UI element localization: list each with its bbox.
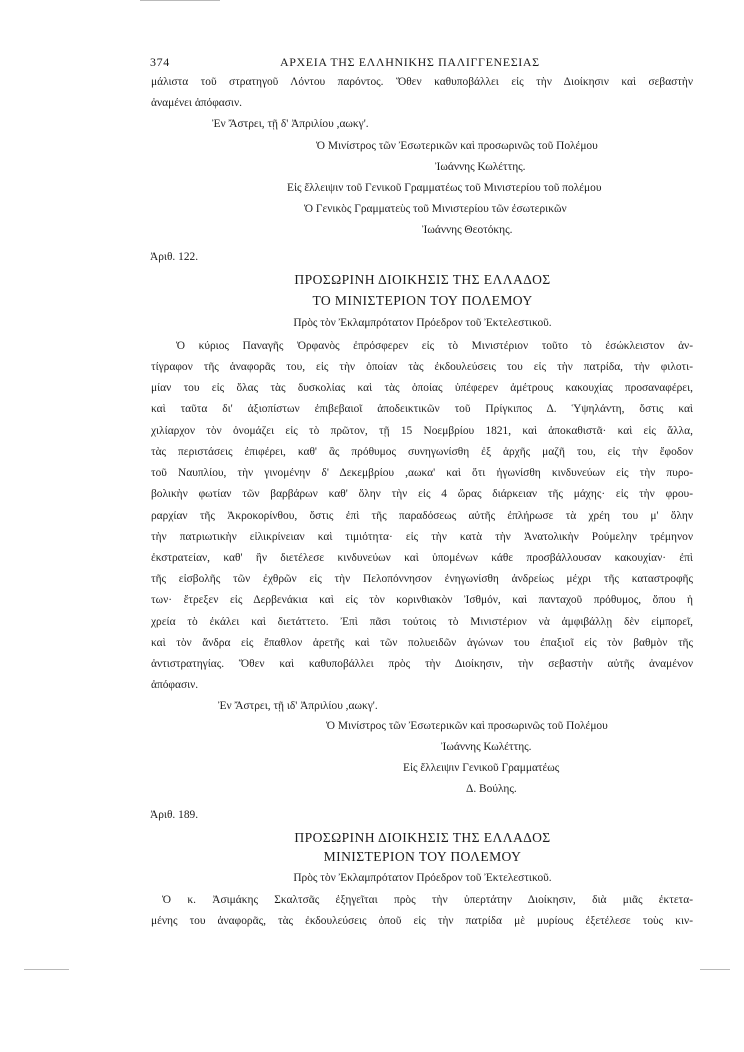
paragraph-line: τῆς εἰσβολῆς τῶν ἐχθρῶν εἰς τὴν Πελοπόννησον ἐνηγωνίσθη ἀνδρείως μέχρι τῆς καταστροφῆς [151,573,693,585]
signature-line: Δ. Βούλης. [466,783,517,795]
document-subheading: ΤΟ ΜΙΝΙΣΤΕΡΙΟΝ ΤΟΥ ΠΟΛΕΜΟΥ [312,293,533,308]
scan-mark [24,969,69,970]
paragraph-line: ἀναμένει ἀπόφασιν. [151,97,242,109]
paragraph-line: χιλίαρχον τὸν ὀνομάζει εἰς τὸ πρῶτον, τῇ 15 Νοεμβρίου 1821, καὶ ἀποκαθιστᾶ· καὶ εἰς ἄλλα, [151,425,693,437]
scan-mark [140,0,220,1]
paragraph-line: Ὁ κύριος Παναγῆς Ὀρφανὸς ἐπρόσφερεν εἰς τὸ Μινιστέριον τοῦτο τὸ ἐσώκλειστον ἀν- [176,340,693,352]
paragraph-line: μένης του ἀναφορᾶς, τὰς ἐκδουλεύσεις ὁποῦ εἰς τὴν πατρίδα μὲ μυρίους ἐξετέλεσε τοὺς κιν- [151,915,693,927]
paragraph-line: τὰς περιστάσεις ἐπιφέρει, καθ' ἃς πρόθυμος συνηγωνίσθη ἐξ ἀρχῆς μαζῆ του, εἰς τὴν ἔφοδον [151,446,693,458]
signature-line: Ἰωάννης Θεοτόκης. [422,224,513,236]
document-subheading: ΜΙΝΙΣΤΕΡΙΟΝ ΤΟΥ ΠΟΛΕΜΟΥ [323,849,522,864]
paragraph-line: μάλιστα τοῦ στρατηγοῦ Λόντου παρόντος. Ὅθεν καθυποβάλλει εἰς τὴν Διοίκησιν καὶ σεβαστὴν [151,76,693,88]
paragraph-line: ἐκστρατείαν, καθ' ἣν διετέλεσε κινδυνεύων καὶ ὑπομένων κάθε προσβάλλουσαν κακουχίαν· ἐπὶ [151,552,693,564]
scan-mark [700,969,730,970]
document-heading: ΠΡΟΣΩΡΙΝΗ ΔΙΟΙΚΗΣΙΣ ΤΗΣ ΕΛΛΑΔΟΣ [294,830,551,845]
paragraph-line: ραρχίαν τῆς Ἀκροκορίνθου, ὅστις ἐπὶ τῆς παραδόσεως αὐτῆς ἐπλήρωσε τὰ χρέη του μ' ὅλην [151,510,693,522]
signature-line: Ὁ Γενικὸς Γραμματεὺς τοῦ Μινιστερίου τῶν ἐσωτερικῶν [304,203,567,215]
signature-line: Ὁ Μινίστρος τῶν Ἐσωτερικῶν καὶ προσωρινῶς τοῦ Πολέμου [326,720,608,732]
paragraph-line: καὶ ταῦτα δι' ἀξιοπίστων ἐπιβεβαιοῖ ἀποδεικτικῶν τοῦ Πρίγκιπος Δ. Ὑψηλάντη, ὅστις καὶ [151,403,693,415]
document-heading: ΠΡΟΣΩΡΙΝΗ ΔΙΟΙΚΗΣΙΣ ΤΗΣ ΕΛΛΑΔΟΣ [294,272,551,287]
paragraph-line: τοῦ Ναυπλίου, τὴν γινομένην δ' Δεκεμβρίου ,αωκα' καὶ ὅτι ἠγωνίσθη κινδυνεύων εἰς τὴν πυρο- [151,467,693,479]
paragraph-line: βολικὴν φωτίαν τῶν βαρβάρων καθ' ὅλην τὴν εἰς 4 ὥρας διάρκειαν τῆς μάχης· εἰς τὴν φρου- [151,488,693,500]
signature-line: Εἰς ἔλλειψιν τοῦ Γενικοῦ Γραμματέως τοῦ Μινιστερίου τοῦ πολέμου [287,182,602,194]
addressee: Πρὸς τὸν Ἐκλαμπρότατον Πρόεδρον τοῦ Ἐκτελεστικοῦ. [293,872,552,884]
document-number: Ἀριθ. 189. [150,809,199,821]
signature-line: Ἰωάννης Κωλέττης. [435,161,526,173]
paragraph-line: ἀντιστρατηγίας. Ὅθεν καὶ καθυποβάλλει πρὸς τὴν Διοίκησιν, τὴν σεβαστὴν αὐτῆς ἀναμένον [151,658,693,670]
signature-line: Εἰς ἔλλειψιν Γενικοῦ Γραμματέως [403,762,560,774]
paragraph-line: τίγραφον τῆς ἀναφορᾶς του, εἰς τὴν ὁποίαν τὰς ἐκδουλεύσεις του εἰς τὴν πατρίδα, τὴν φιλοτι- [151,361,693,373]
paragraph-line: μίαν του εἰς ὅλας τὰς δυσκολίας καὶ τὰς ὁποίας ὑπέφερεν ἀμέτρους κακουχίας προσαναφέρει, [151,382,693,394]
paragraph-line: Ὁ κ. Ἀσιμάκης Σκαλτσᾶς ἐξηγεῖται πρὸς τὴν ὑπερτάτην Διοίκησιν, διὰ μιᾶς ἐκτετα- [162,894,693,906]
document-number: Ἀριθ. 122. [150,251,199,263]
addressee: Πρὸς τὸν Ἐκλαμπρότατον Πρόεδρον τοῦ Ἐκτελεστικοῦ. [293,317,552,329]
place-date: Ἐν Ἄστρει, τῇ δ' Ἀπριλίου ,αωκγ'. [212,118,369,130]
signature-line: Ἰωάννης Κωλέττης. [441,741,532,753]
page-number: 374 [150,55,170,69]
paragraph-line: καὶ τὸν ἄνδρα εἰς ἔπαθλον ἀρετῆς καὶ τῶν πολυειδῶν ἀγώνων του ἐπαξιοῖ εἰς τὸν βαθμὸν τῆς [151,637,693,649]
running-title: ΑΡΧΕΙΑ ΤΗΣ ΕΛΛΗΝΙΚΗΣ ΠΑΛΙΓΓΕΝΕΣΙΑΣ [280,55,540,69]
place-date: Ἐν Ἄστρει, τῇ ιδ' Ἀπριλίου ,αωκγ'. [218,700,378,712]
paragraph-line: χρεία τὸ ἐκάλει καὶ διετάττετο. Ἐπὶ πᾶσι τούτοις τὸ Μινιστέριον νὰ ἀμφιβάλλῃ δὲν εἰμπορεῖ, [151,616,693,628]
signature-line: Ὁ Μινίστρος τῶν Ἐσωτερικῶν καὶ προσωρινῶς τοῦ Πολέμου [316,140,598,152]
paragraph-line: τὴν πατριωτικὴν εἰλικρίνειαν καὶ τιμιότητα· εἰς τὴν κατὰ τὴν Ἀνατολικὴν Ρούμελην τρέμηνον [151,531,693,543]
paragraph-line: ἀπόφασιν. [151,679,199,691]
paragraph-line: των· ἔτρεξεν εἰς Δερβενάκια καὶ εἰς τὸν κορινθιακὸν Ἰσθμόν, καὶ πανταχοῦ πρόθυμος, ὅπου ἡ [151,594,693,606]
